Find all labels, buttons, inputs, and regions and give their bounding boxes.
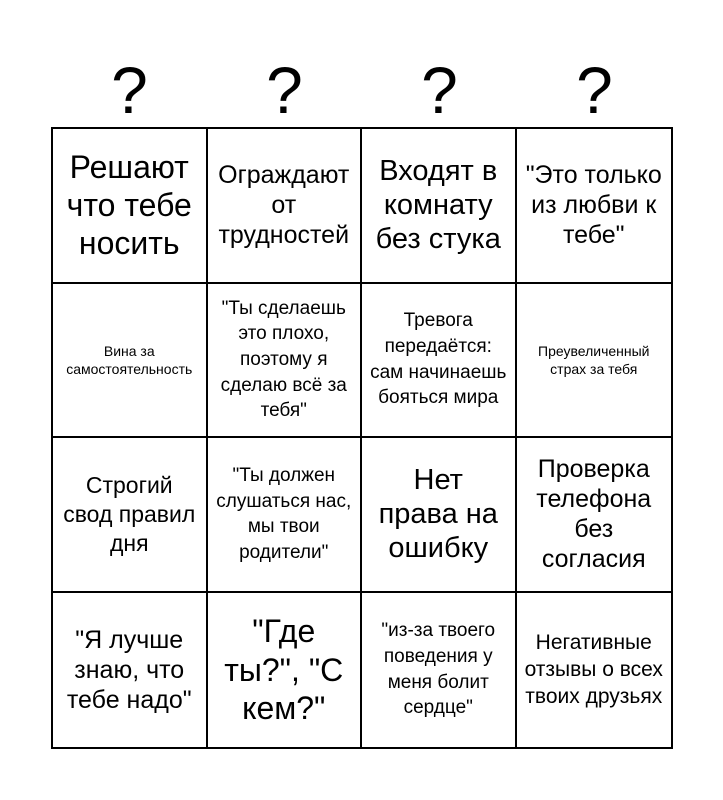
bingo-cell[interactable]: Тревога передаётся: сам начинаешь бояться мира xyxy=(362,284,517,439)
header-mark-2: ? xyxy=(266,53,303,127)
bingo-cell[interactable]: "Ты сделаешь это плохо, поэтому я сделаю всё за тебя" xyxy=(208,284,363,439)
bingo-cell[interactable]: Ограждают от трудностей xyxy=(208,129,363,284)
bingo-cell[interactable]: "Где ты?", "С кем?" xyxy=(208,593,363,748)
header-mark-1: ? xyxy=(111,53,148,127)
bingo-board xyxy=(51,127,673,749)
bingo-cell[interactable]: Строгий свод правил дня xyxy=(53,438,208,593)
header-mark-3: ? xyxy=(421,53,458,127)
bingo-cell[interactable]: Проверка телефона без согласия xyxy=(517,438,672,593)
bingo-cell[interactable]: "Это только из любви к тебе" xyxy=(517,129,672,284)
header-row xyxy=(52,52,672,128)
bingo-cell[interactable]: Негативные отзывы о всех твоих друзьях xyxy=(524,630,663,709)
bingo-cell[interactable]: Нет права на ошибку xyxy=(362,438,517,593)
bingo-cell[interactable]: "из-за твоего поведения у меня болит сердце" xyxy=(362,593,517,748)
bingo-cell[interactable]: "Ты должен слушаться нас, мы твои родители" xyxy=(208,438,363,593)
header-mark-4: ? xyxy=(576,53,613,127)
bingo-cell[interactable]: Входят в комнату без стука xyxy=(362,129,517,284)
bingo-cell[interactable]: Вина за самостоятельность xyxy=(53,284,208,439)
bingo-cell[interactable]: Решают что тебе носить xyxy=(53,129,208,284)
bingo-cell[interactable]: "Я лучше знаю, что тебе надо" xyxy=(53,593,208,748)
bingo-cell[interactable]: Преувеличенный страх за тебя xyxy=(517,284,672,439)
